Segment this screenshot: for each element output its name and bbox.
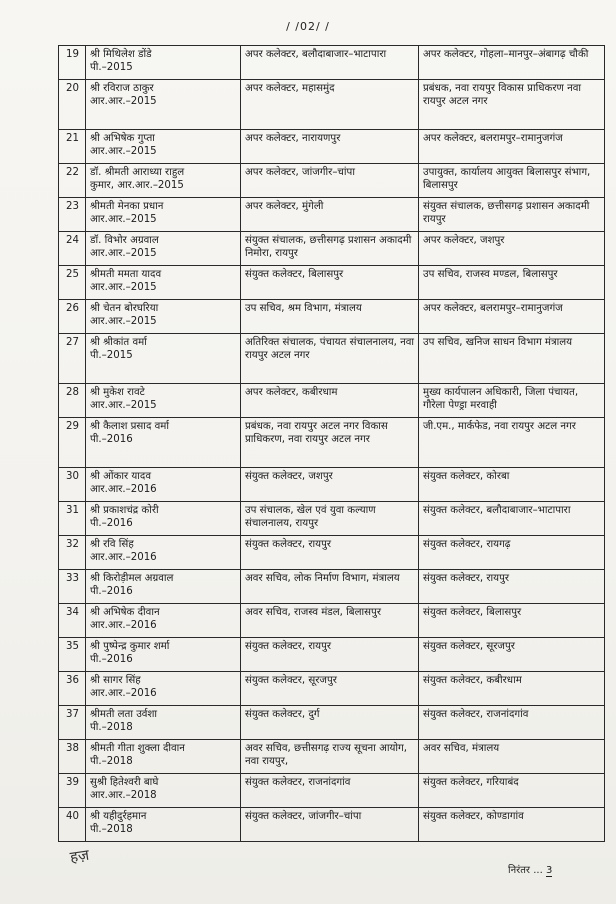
new-posting: संयुक्त कलेक्टर, बिलासपुर — [419, 604, 605, 638]
serial-number: 27 — [59, 334, 86, 384]
serial-number: 30 — [59, 468, 86, 502]
current-posting: संयुक्त कलेक्टर, रायपुर — [241, 536, 419, 570]
new-posting: संयुक्त कलेक्टर, कोण्डागांव — [419, 808, 605, 842]
transfer-table — [58, 45, 605, 842]
officer-name: श्री सागर सिंह — [90, 675, 141, 686]
current-posting: संयुक्त कलेक्टर, सूरजपुर — [241, 672, 419, 706]
signature-initials: हज़ — [68, 845, 91, 867]
officer-cell — [86, 300, 241, 334]
table-row — [59, 740, 605, 774]
officer-cell — [86, 46, 241, 80]
officer-batch: आर.आर.–2015 — [90, 282, 157, 294]
serial-number: 36 — [59, 672, 86, 706]
officer-batch: आर.आर.–2016 — [90, 552, 157, 564]
current-posting: संयुक्त कलेक्टर, रायपुर — [241, 638, 419, 672]
officer-cell — [86, 334, 241, 384]
current-posting: उप सचिव, श्रम विभाग, मंत्रालय — [241, 300, 419, 334]
serial-number: 37 — [59, 706, 86, 740]
current-posting: संयुक्त कलेक्टर, बिलासपुर — [241, 266, 419, 300]
table-row — [59, 80, 605, 130]
table-row — [59, 536, 605, 570]
serial-number: 31 — [59, 502, 86, 536]
new-posting: संयुक्त कलेक्टर, गरियाबंद — [419, 774, 605, 808]
officer-batch: पी.–2018 — [90, 722, 133, 734]
current-posting: संयुक्त कलेक्टर, जांजगीर–चांपा — [241, 808, 419, 842]
officer-cell — [86, 266, 241, 300]
new-posting: उपायुक्त, कार्यालय आयुक्त बिलासपुर संभाग, बिलासपुर — [419, 164, 605, 198]
officer-cell — [86, 418, 241, 468]
new-posting: संयुक्त कलेक्टर, रायपुर — [419, 570, 605, 604]
table-row — [59, 706, 605, 740]
table-row — [59, 198, 605, 232]
serial-number: 28 — [59, 384, 86, 418]
serial-number: 38 — [59, 740, 86, 774]
current-posting: संयुक्त कलेक्टर, जशपुर — [241, 468, 419, 502]
officer-batch: आर.आर.–2018 — [90, 790, 157, 802]
officer-batch: पी.–2018 — [90, 824, 133, 836]
officer-name: श्री अभिषेक दीवान — [90, 607, 160, 618]
officer-name: श्रीमती ममता यादव — [90, 269, 162, 280]
new-posting: अपर कलेक्टर, गोहला–मानपुर–अंबागढ़ चौकी — [419, 46, 605, 80]
officer-batch: आर.आर.–2016 — [90, 484, 157, 496]
officer-name: श्री मुकेश रावटे — [90, 387, 145, 398]
new-posting: उप सचिव, खनिज साधन विभाग मंत्रालय — [419, 334, 605, 384]
serial-number: 35 — [59, 638, 86, 672]
officer-batch: कुमार, आर.आर.–2015 — [90, 180, 184, 192]
new-posting: जी.एम., मार्कफेड, नवा रायपुर अटल नगर — [419, 418, 605, 468]
officer-name: श्री प्रकाशचंद्र कोरी — [90, 505, 159, 516]
officer-batch: आर.आर.–2016 — [90, 688, 157, 700]
officer-batch: पी.–2018 — [90, 756, 133, 768]
officer-name: श्री श्रीकांत वर्मा — [90, 337, 147, 348]
officer-name: श्री कैलाश प्रसाद वर्मा — [90, 421, 169, 432]
officer-cell — [86, 740, 241, 774]
new-posting: अपर कलेक्टर, बलरामपुर–रामानुजगंज — [419, 300, 605, 334]
new-posting: संयुक्त कलेक्टर, राजनांदगांव — [419, 706, 605, 740]
officer-cell — [86, 384, 241, 418]
officer-name: डॉ. विभोर अग्रवाल — [90, 235, 159, 246]
new-posting: संयुक्त संचालक, छत्तीसगढ़ प्रशासन अकादमी रायपुर — [419, 198, 605, 232]
serial-number: 22 — [59, 164, 86, 198]
table-row — [59, 502, 605, 536]
table-row — [59, 130, 605, 164]
new-posting: मुख्य कार्यपालन अधिकारी, जिला पंचायत, गौरेला पेण्ड्रा मरवाही — [419, 384, 605, 418]
officer-name: सुश्री हितेश्वरी बाघे — [90, 777, 159, 788]
officer-name: श्रीमती मेनका प्रधान — [90, 201, 164, 212]
officer-cell — [86, 232, 241, 266]
table-row — [59, 808, 605, 842]
officer-batch: पी.–2015 — [90, 350, 133, 362]
continued-label: निरंतर — [508, 865, 531, 876]
table-row — [59, 638, 605, 672]
current-posting: अपर कलेक्टर, कबीरधाम — [241, 384, 419, 418]
serial-number: 23 — [59, 198, 86, 232]
current-posting: अपर कलेक्टर, नारायणपुर — [241, 130, 419, 164]
serial-number: 39 — [59, 774, 86, 808]
table-row — [59, 232, 605, 266]
current-posting: संयुक्त कलेक्टर, राजनांदगांव — [241, 774, 419, 808]
serial-number: 25 — [59, 266, 86, 300]
officer-batch: आर.आर.–2015 — [90, 146, 157, 158]
officer-name: श्रीमती लता उर्वशा — [90, 709, 158, 720]
officer-name: श्री यहीदुर्रहमान — [90, 811, 147, 822]
officer-name: श्री किरोड़ीमल अग्रवाल — [90, 573, 174, 584]
current-posting: अवर सचिव, राजस्व मंडल, बिलासपुर — [241, 604, 419, 638]
current-posting: अपर कलेक्टर, मुंगेली — [241, 198, 419, 232]
current-posting: अवर सचिव, लोक निर्माण विभाग, मंत्रालय — [241, 570, 419, 604]
current-posting: संयुक्त संचालक, छत्तीसगढ़ प्रशासन अकादमी निमोरा, रायपुर — [241, 232, 419, 266]
table-row — [59, 774, 605, 808]
officer-batch: आर.आर.–2015 — [90, 214, 157, 226]
table-row — [59, 266, 605, 300]
current-posting: अपर कलेक्टर, महासमुंद — [241, 80, 419, 130]
officer-name: श्री चेतन बोरघरिया — [90, 303, 159, 314]
continued-note: निरंतर ... 3 — [508, 865, 553, 876]
new-posting: संयुक्त कलेक्टर, रायगढ़ — [419, 536, 605, 570]
serial-number: 29 — [59, 418, 86, 468]
officer-name: श्री अभिषेक गुप्ता — [90, 133, 155, 144]
table-row — [59, 570, 605, 604]
officer-batch: पी.–2016 — [90, 654, 133, 666]
officer-batch: आर.आर.–2015 — [90, 248, 157, 260]
table-row — [59, 468, 605, 502]
officer-cell — [86, 164, 241, 198]
serial-number: 34 — [59, 604, 86, 638]
officer-batch: पी.–2016 — [90, 586, 133, 598]
new-posting: अपर कलेक्टर, जशपुर — [419, 232, 605, 266]
officer-name: श्री मिथिलेश डोंडे — [90, 49, 152, 60]
officer-cell — [86, 570, 241, 604]
table-row — [59, 604, 605, 638]
officer-cell — [86, 502, 241, 536]
current-posting: संयुक्त कलेक्टर, दुर्ग — [241, 706, 419, 740]
page-number: / /02/ / — [286, 20, 330, 33]
officer-cell — [86, 130, 241, 164]
officer-cell — [86, 604, 241, 638]
new-posting: प्रबंधक, नवा रायपुर विकास प्राधिकरण नवा रायपुर अटल नगर — [419, 80, 605, 130]
new-posting: उप सचिव, राजस्व मण्डल, बिलासपुर — [419, 266, 605, 300]
officer-name: श्री रविराज ठाकुर — [90, 83, 154, 94]
officer-batch: आर.आर.–2015 — [90, 96, 157, 108]
new-posting: संयुक्त कलेक्टर, सूरजपुर — [419, 638, 605, 672]
officer-cell — [86, 536, 241, 570]
new-posting: संयुक्त कलेक्टर, कबीरधाम — [419, 672, 605, 706]
officer-name: श्री रवि सिंह — [90, 539, 134, 550]
officer-cell — [86, 774, 241, 808]
current-posting: अवर सचिव, छत्तीसगढ़ राज्य सूचना आयोग, नवा रायपुर, — [241, 740, 419, 774]
officer-cell — [86, 198, 241, 232]
officer-name: श्रीमती गीता शुक्ला दीवान — [90, 743, 185, 754]
officer-name: डॉ. श्रीमती आराध्या राहुल — [90, 167, 185, 178]
officer-cell — [86, 706, 241, 740]
serial-number: 24 — [59, 232, 86, 266]
current-posting: उप संचालक, खेल एवं युवा कल्याण संचालनालय, रायपुर — [241, 502, 419, 536]
new-posting: संयुक्त कलेक्टर, कोरबा — [419, 468, 605, 502]
table-row — [59, 672, 605, 706]
officer-batch: पी.–2016 — [90, 434, 133, 446]
current-posting: अपर कलेक्टर, जांजगीर–चांपा — [241, 164, 419, 198]
table-row — [59, 418, 605, 468]
officer-cell — [86, 468, 241, 502]
new-posting: अपर कलेक्टर, बलरामपुर–रामानुजगंज — [419, 130, 605, 164]
officer-name: श्री ओंकार यादव — [90, 471, 151, 482]
next-page-number: 3 — [545, 865, 553, 876]
table-row — [59, 46, 605, 80]
new-posting: संयुक्त कलेक्टर, बलौदाबाजार–भाटापारा — [419, 502, 605, 536]
table-row — [59, 300, 605, 334]
table-row — [59, 164, 605, 198]
serial-number: 33 — [59, 570, 86, 604]
new-posting: अवर सचिव, मंत्रालय — [419, 740, 605, 774]
officer-cell — [86, 808, 241, 842]
serial-number: 40 — [59, 808, 86, 842]
officer-batch: आर.आर.–2015 — [90, 316, 157, 328]
table-row — [59, 384, 605, 418]
serial-number: 19 — [59, 46, 86, 80]
current-posting: प्रबंधक, नवा रायपुर अटल नगर विकास प्राधिकरण, नवा रायपुर अटल नगर — [241, 418, 419, 468]
officer-batch: पी.–2016 — [90, 518, 133, 530]
table-row — [59, 334, 605, 384]
officer-batch: पी.–2015 — [90, 62, 133, 74]
serial-number: 32 — [59, 536, 86, 570]
officer-cell — [86, 672, 241, 706]
officer-cell — [86, 80, 241, 130]
transfer-table-body — [59, 46, 605, 842]
current-posting: अपर कलेक्टर, बलौदाबाजार–भाटापारा — [241, 46, 419, 80]
officer-batch: आर.आर.–2016 — [90, 620, 157, 632]
officer-batch: आर.आर.–2015 — [90, 400, 157, 412]
serial-number: 26 — [59, 300, 86, 334]
officer-name: श्री पुष्पेन्द्र कुमार शर्मा — [90, 641, 170, 652]
officer-cell — [86, 638, 241, 672]
serial-number: 21 — [59, 130, 86, 164]
serial-number: 20 — [59, 80, 86, 130]
current-posting: अतिरिक्त संचालक, पंचायत संचालनालय, नवा रायपुर अटल नगर — [241, 334, 419, 384]
